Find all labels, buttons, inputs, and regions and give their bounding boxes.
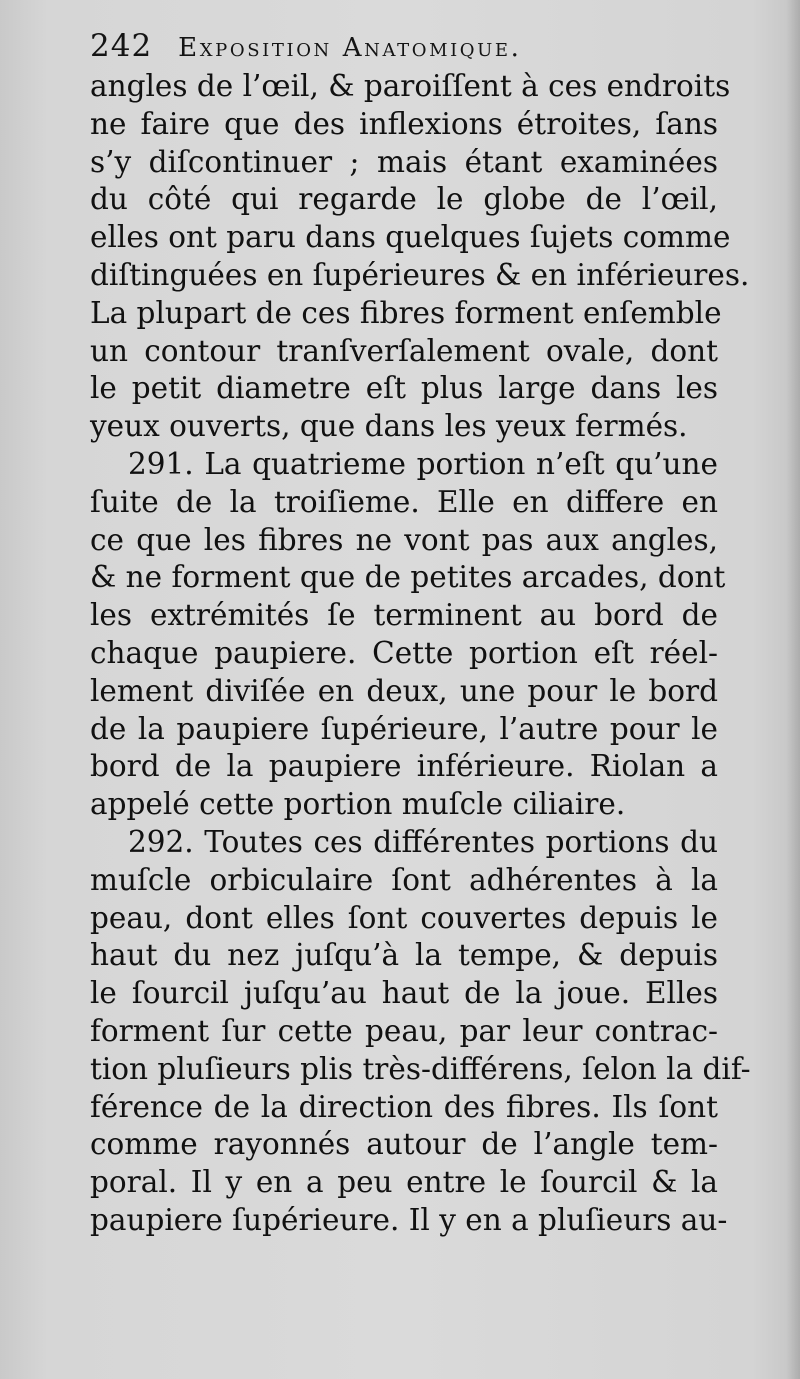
text-line: ce que les fibres ne vont pas aux angles, [90,522,718,557]
text-line: peau, dont elles ſont couvertes depuis le [90,900,718,935]
text-line: férence de la direction des fibres. Ils ſont [90,1089,718,1124]
text-line: le petit diametre eſt plus large dans les [90,371,718,406]
text-line: yeux ouverts, que dans les yeux fermés. [90,409,688,444]
text-line: angles de l’œil, & paroiſſent à ces endroits [90,69,731,103]
text-line: du côté qui regarde le globe de l’œil, [90,182,718,217]
text-line: comme rayonnés autour de l’angle tem- [90,1127,718,1162]
text-line: paupiere ſupérieure. Il y en a pluſieurs au- [90,1202,728,1237]
text-line: & ne forment que de petites arcades, dont [90,560,726,595]
paragraph-start-292: 292. Toutes ces différentes portions du [128,824,718,859]
body-text [90,68,751,1240]
text-line: de la paupiere ſupérieure, l’autre pour le [90,711,718,746]
text-line: chaque paupiere. Cette portion eſt réel- [90,635,718,670]
text-line: haut du nez juſqu’à la tempe, & depuis [90,938,718,973]
text-line: forment ſur cette peau, par leur contrac- [90,1013,718,1048]
text-line: poral. Il y en a peu entre le ſourcil & la [90,1165,718,1200]
text-line: muſcle orbiculaire ſont adhérentes à la [90,862,718,897]
text-line: elles ont paru dans quelques ſujets comme [90,220,731,255]
text-line: les extrémités ſe terminent au bord de [90,598,718,633]
page-edge-shadow [786,0,800,1379]
page-number: 242 [90,28,153,64]
text-line: le ſourcil juſqu’au haut de la joue. Elles [90,976,718,1011]
text-line: diſtinguées en ſupérieures & en inférieures. [90,257,750,292]
text-line: tion pluſieurs plis très-différens, ſelon la dif- [90,1051,751,1086]
text-line: ne faire que des inflexions étroites, ſans [90,106,718,141]
text-line: La plupart de ces fibres forment enſemble [90,295,722,330]
running-head: Exposition Anatomique. [178,33,522,63]
text-line: un contour tranſverſalement ovale, dont [90,333,718,368]
text-line: lement diviſée en deux, une pour le bord [90,673,718,708]
text-line: ſuite de la troiſieme. Elle en differe en [90,484,718,519]
text-line: appelé cette portion muſcle ciliaire. [90,787,626,822]
text-line: s’y diſcontinuer ; mais étant examinées [90,144,718,179]
paragraph-start-291: 291. La quatrieme portion n’eſt qu’une [128,446,718,481]
text-line: bord de la paupiere inférieure. Riolan a [90,749,718,784]
